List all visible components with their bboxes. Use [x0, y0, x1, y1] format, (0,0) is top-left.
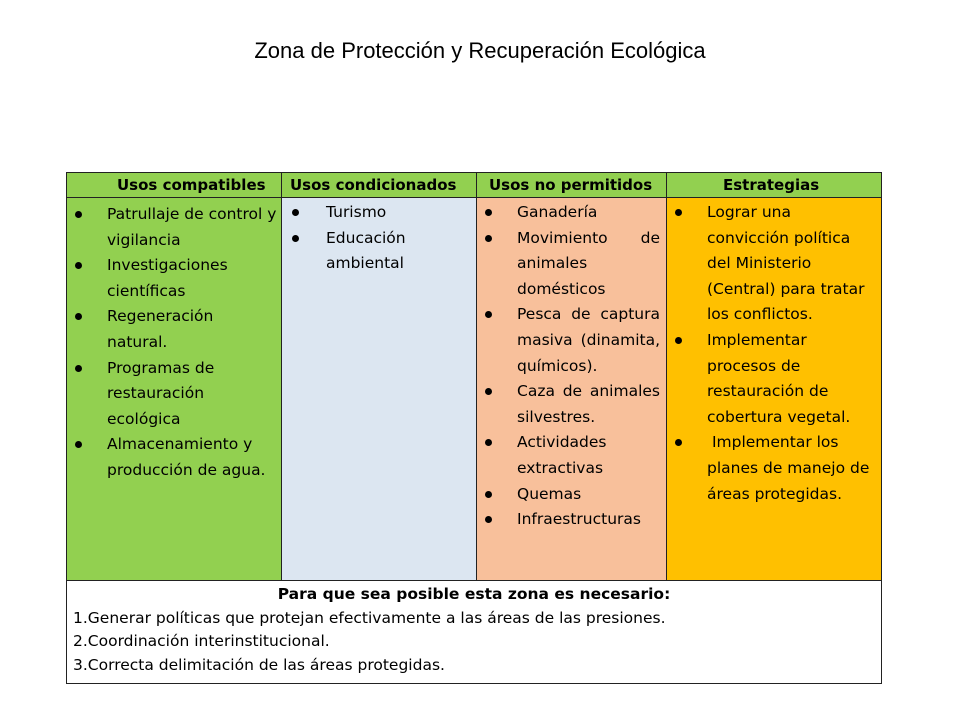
header-estrategias: Estrategias: [666, 172, 882, 198]
column-estrategias: [666, 197, 882, 581]
list-item: [477, 430, 660, 481]
page-title: Zona de Protección y Recuperación Ecológica: [254, 38, 706, 63]
bullet-dot-icon: [75, 365, 82, 372]
list-item: [477, 482, 660, 508]
list-usos-compatibles: [67, 198, 281, 484]
list-estrategias: [667, 198, 881, 507]
list-item-text: Regeneración natural.: [107, 307, 214, 351]
requirement-line: 1.Generar políticas que protejan efectivamente a las áreas de las presiones.: [73, 608, 666, 627]
requirements-section: [66, 580, 882, 684]
list-item-text: Lograr una convicción política del Ministerio (Central) para tratar los conflictos.: [707, 203, 865, 324]
bullet-dot-icon: [75, 262, 82, 269]
bullet-dot-icon: [485, 209, 492, 216]
header-usos-compatibles: Usos compatibles: [66, 172, 282, 198]
list-item: [477, 379, 660, 430]
list-item-text: Infraestructuras: [517, 510, 641, 529]
list-item-text: Implementar los planes de manejo de áreas protegidas.: [707, 433, 875, 503]
list-item-text: Pesca de captura masiva (dinamita, químicos).: [517, 305, 660, 375]
bullet-dot-icon: [75, 313, 82, 320]
list-item-text: Almacenamiento y producción de agua.: [107, 435, 266, 479]
bullet-dot-icon: [485, 439, 492, 446]
column-usos-compatibles: [66, 197, 282, 581]
list-usos-no-permitidos: [477, 198, 666, 533]
requirements-title: Para que sea posible esta zona es necesario:: [277, 585, 671, 603]
list-item: [282, 200, 472, 226]
zoning-table: [66, 172, 882, 684]
requirement-line: 3.Correcta delimitación de las áreas protegidas.: [73, 655, 445, 674]
list-usos-condicionados: [282, 198, 476, 277]
bullet-dot-icon: [75, 441, 82, 448]
list-item-text: Educación ambiental: [326, 228, 406, 273]
list-item: [667, 328, 877, 430]
list-item-text: Investigaciones científicas: [107, 256, 228, 300]
list-item-text: Programas de restauración ecológica: [107, 358, 215, 428]
bullet-dot-icon: [292, 209, 299, 216]
bullet-dot-icon: [292, 235, 299, 242]
requirement-line: 2.Coordinación interinstitucional.: [73, 632, 330, 650]
list-item: [477, 226, 660, 303]
bullet-dot-icon: [675, 209, 682, 216]
list-item-text: Caza de animales silvestres.: [517, 382, 660, 426]
bullet-dot-icon: [485, 516, 492, 523]
list-item: [67, 356, 277, 433]
bullet-dot-icon: [75, 211, 82, 218]
column-usos-condicionados: [281, 197, 477, 581]
list-item-text: Implementar procesos de restauración de cobertura vegetal.: [707, 330, 851, 426]
bullet-dot-icon: [485, 235, 492, 242]
column-usos-no-permitidos: [476, 197, 667, 581]
list-item: [477, 507, 660, 533]
bullet-dot-icon: [485, 388, 492, 395]
list-item: [477, 200, 660, 226]
list-item-text: Ganadería: [517, 203, 598, 221]
list-item: [282, 226, 472, 277]
list-item: [667, 200, 877, 328]
list-item: [667, 430, 877, 507]
list-item: [67, 432, 277, 483]
list-item: [67, 253, 277, 304]
list-item-text: Actividades extractivas: [517, 433, 607, 477]
bullet-dot-icon: [675, 337, 682, 344]
header-usos-condicionados: Usos condicionados: [281, 172, 477, 198]
list-item: [477, 302, 660, 379]
list-item: [67, 304, 277, 355]
bullet-dot-icon: [675, 439, 682, 446]
bullet-dot-icon: [485, 311, 492, 318]
bullet-dot-icon: [485, 491, 492, 498]
list-item-text: Movimiento de animales domésticos: [517, 228, 660, 298]
list-item-text: Quemas: [517, 484, 582, 503]
list-item-text: Turismo: [326, 203, 387, 221]
header-usos-no-permitidos: Usos no permitidos: [476, 172, 667, 198]
list-item: [67, 202, 277, 253]
list-item-text: Patrullaje de control y vigilancia: [107, 205, 277, 249]
